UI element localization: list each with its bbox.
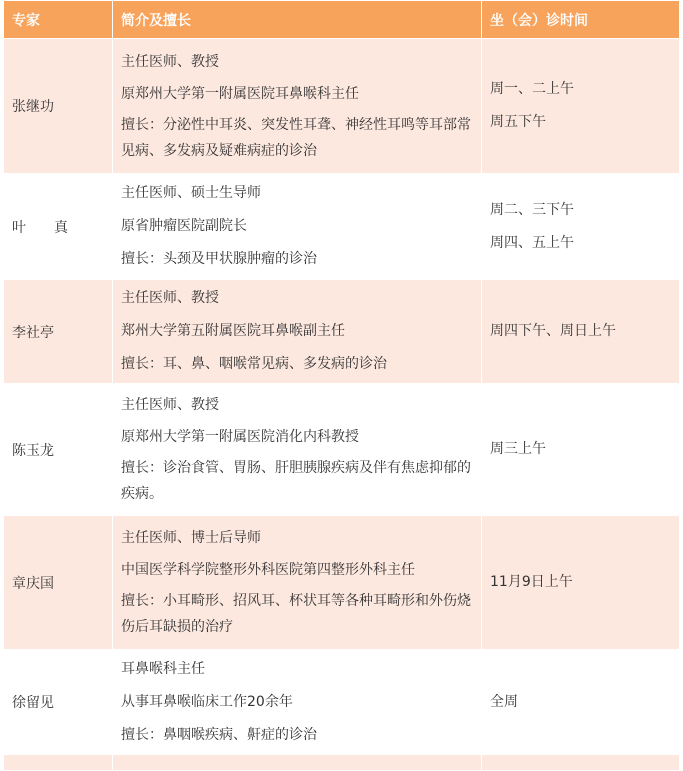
expert-name: 陈玉龙 — [4, 384, 113, 516]
clinic-time — [482, 280, 680, 384]
clinic-time — [482, 39, 680, 174]
expert-name: 张继功 — [4, 39, 113, 174]
expert-intro — [113, 174, 482, 280]
expert-name: 叶 真 — [4, 174, 113, 280]
intro-line: 原郑州大学第一附属医院耳鼻喉科主任 — [121, 85, 359, 102]
time-line: 周二、三下午 — [490, 201, 574, 218]
time-line: 周一、二上午 — [490, 81, 574, 97]
time-line: 周四、五上午 — [490, 234, 574, 251]
intro-line: 从事耳鼻喉临床工作20余年 — [121, 693, 293, 710]
time-line: 11月9日上午 — [490, 574, 573, 590]
clinic-time — [482, 174, 680, 280]
expert-intro — [113, 384, 482, 516]
expert-name: 徐留见 — [4, 650, 113, 755]
table-row — [4, 384, 680, 516]
intro-line: 主任医师、教授 — [121, 290, 219, 306]
cell-cut — [4, 755, 113, 771]
header-time: 坐（会）诊时间 — [482, 1, 680, 39]
intro-specialty: 擅长：诊治食管、胃肠、肝胆胰腺疾病及伴有焦虑抑郁的疾病。 — [121, 460, 471, 502]
expert-schedule-table — [3, 0, 680, 771]
expert-name: 李社亭 — [4, 280, 113, 384]
expert-intro — [113, 280, 482, 384]
clinic-time — [482, 516, 680, 650]
intro-line: 主任医师、教授 — [121, 397, 219, 413]
expert-intro — [113, 516, 482, 650]
table-row — [4, 174, 680, 280]
intro-specialty: 擅长：分泌性中耳炎、突发性耳聋、神经性耳鸣等耳部常见病、多发病及疑难病症的诊治 — [121, 116, 471, 159]
cell-cut — [482, 755, 680, 771]
intro-specialty: 擅长：鼻咽喉疾病、鼾症的诊治 — [121, 726, 317, 743]
intro-line: 主任医师、硕士生导师 — [121, 185, 261, 201]
intro-line: 原郑州大学第一附属医院消化内科教授 — [121, 429, 359, 445]
table-header-row — [4, 1, 680, 39]
intro-specialty: 擅长：小耳畸形、招风耳、杯状耳等各种耳畸形和外伤烧伤后耳缺损的治疗 — [121, 593, 471, 635]
table-row — [4, 516, 680, 650]
expert-intro — [113, 650, 482, 755]
time-line: 周三上午 — [490, 441, 546, 457]
clinic-time — [482, 384, 680, 516]
time-line: 周五下午 — [490, 114, 546, 130]
header-intro: 简介及擅长 — [113, 1, 482, 39]
intro-specialty: 擅长：耳、鼻、咽喉常见病、多发病的诊治 — [121, 356, 387, 372]
intro-specialty: 擅长：头颈及甲状腺肿瘤的诊治 — [121, 251, 317, 267]
table-row — [4, 650, 680, 755]
intro-line: 主任医师、博士后导师 — [121, 530, 261, 546]
table-row — [4, 39, 680, 174]
expert-name: 章庆国 — [4, 516, 113, 650]
table-row-partial — [4, 755, 680, 771]
intro-line: 主任医师、教授 — [121, 53, 219, 70]
header-expert: 专家 — [4, 1, 113, 39]
intro-line: 耳鼻喉科主任 — [121, 660, 205, 677]
cell-cut — [113, 755, 482, 771]
expert-intro — [113, 39, 482, 174]
time-line: 全周 — [490, 693, 518, 710]
intro-line: 中国医学科学院整形外科医院第四整形外科主任 — [121, 562, 415, 578]
intro-line: 郑州大学第五附属医院耳鼻喉副主任 — [121, 323, 345, 339]
table-row — [4, 280, 680, 384]
clinic-time — [482, 650, 680, 755]
time-line: 周四下午、周日上午 — [490, 323, 616, 339]
intro-line: 原省肿瘤医院副院长 — [121, 218, 247, 234]
